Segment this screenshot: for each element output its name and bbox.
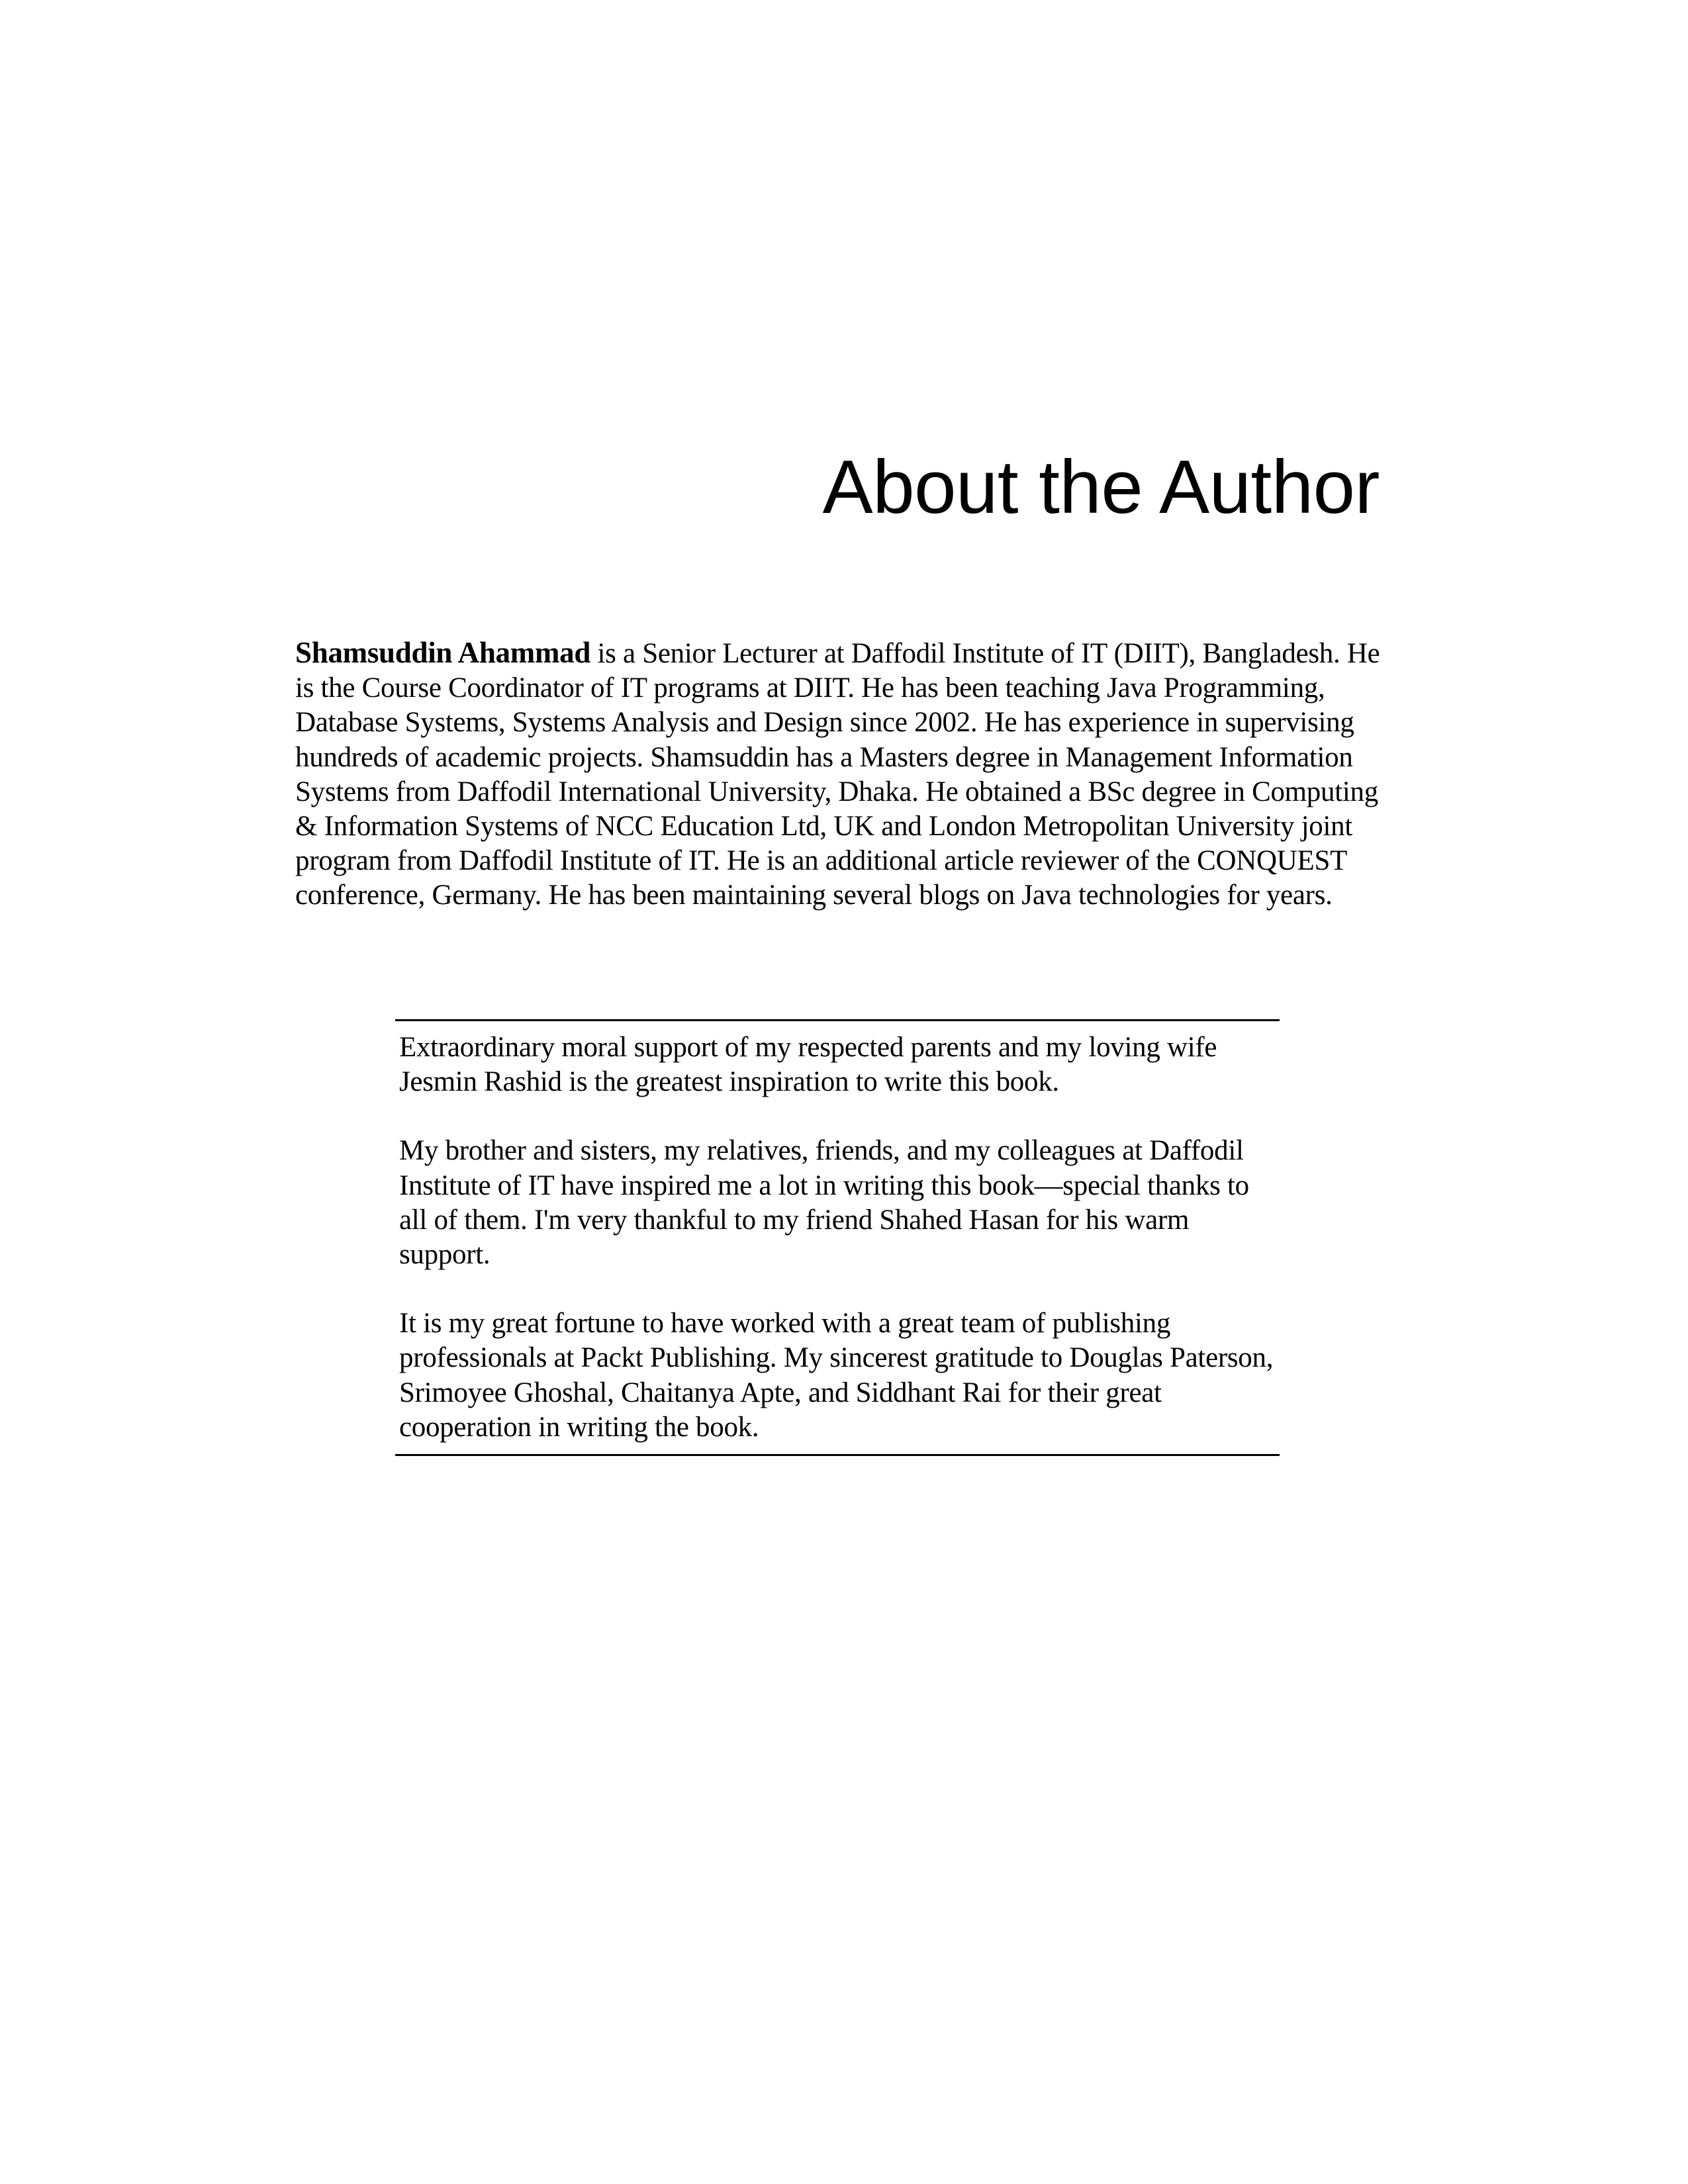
author-name: Shamsuddin Ahammad [295, 636, 591, 669]
page-title: About the Author [822, 445, 1380, 529]
acknowledgement-paragraph: Extraordinary moral support of my respected parents and my loving wife Jesmin Rashid is the greatest inspiration to write this book. [399, 1032, 1217, 1098]
author-bio-text: is a Senior Lecturer at Daffodil Institute of IT (DIIT), Bangladesh. He is the Course Coordinator of IT programs at DIIT. He has been teaching Java Programming, Database Systems, Systems Analysis and Design since 2002. He has experience in supervising hundreds of academic projects. Shamsuddin has a Masters degree in Management Information Systems from Daffodil International University, Dhaka. He obtained a BSc degree in Computing & Information Systems of NCC Education Ltd, UK and London Metropolitan University joint program from Daffodil Institute of IT. He is an additional article reviewer of the CONQUEST conference, Germany. He has been maintaining several blogs on Java technologies for years. [295, 638, 1380, 911]
acknowledgement-paragraph: It is my great fortune to have worked with a great team of publishing professionals at Packt Publishing. My sincerest gratitude to Douglas Paterson, Srimoyee Ghoshal, Chaitanya Apte, and Siddhant Rai for their great cooperation in writing the book. [399, 1308, 1274, 1443]
acknowledgements-box [395, 1019, 1280, 1456]
author-bio [295, 635, 1381, 913]
acknowledgement-paragraph: My brother and sisters, my relatives, friends, and my colleagues at Daffodil Institute of IT have inspired me a lot in writing this book—special thanks to all of them. I'm very thankful to my friend Shahed Hasan for his warm support. [399, 1135, 1249, 1271]
